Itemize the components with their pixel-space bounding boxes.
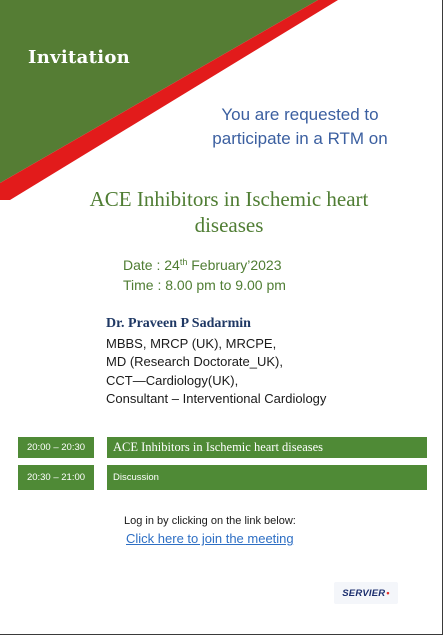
date-rest: February’2023 <box>187 257 282 273</box>
event-date <box>123 255 286 275</box>
servier-logo-text: SERVIER <box>342 587 386 599</box>
login-instruction: Log in by clicking on the link below: <box>124 515 296 527</box>
event-datetime <box>123 255 286 295</box>
speaker-credential: CCT—Cardiology(UK), <box>106 372 239 388</box>
agenda-row <box>18 437 427 458</box>
request-text <box>200 103 400 151</box>
request-line-2: participate in a RTM on <box>212 129 388 148</box>
date-ordinal: th <box>179 257 188 267</box>
invitation-heading: Invitation <box>28 47 131 68</box>
agenda-time: 20:30 – 21:00 <box>18 465 94 490</box>
request-line-1: You are requested to <box>221 105 379 124</box>
speaker-block <box>106 315 326 409</box>
event-title-line-1: ACE Inhibitors in Ischemic heart <box>89 187 369 211</box>
event-title-line-2: diseases <box>194 213 264 237</box>
agenda-row <box>18 465 427 490</box>
agenda-topic: ACE Inhibitors in Ischemic heart diseases <box>107 437 427 458</box>
speaker-credential: MBBS, MRCP (UK), MRCPE, <box>106 335 277 351</box>
agenda-time: 20:00 – 20:30 <box>18 437 94 458</box>
speaker-name: Dr. Praveen P Sadarmin <box>106 316 251 331</box>
agenda-topic: Discussion <box>107 465 427 490</box>
event-time: Time : 8.00 pm to 9.00 pm <box>123 277 286 293</box>
join-meeting-link[interactable]: Click here to join the meeting <box>126 531 294 546</box>
event-title <box>40 186 418 238</box>
servier-logo-mark: • <box>386 588 390 598</box>
speaker-credential: Consultant – Interventional Cardiology <box>106 391 327 406</box>
servier-logo <box>334 582 398 604</box>
date-prefix: Date : 24 <box>123 257 180 273</box>
speaker-credential: MD (Research Doctorate_UK), <box>106 354 283 369</box>
